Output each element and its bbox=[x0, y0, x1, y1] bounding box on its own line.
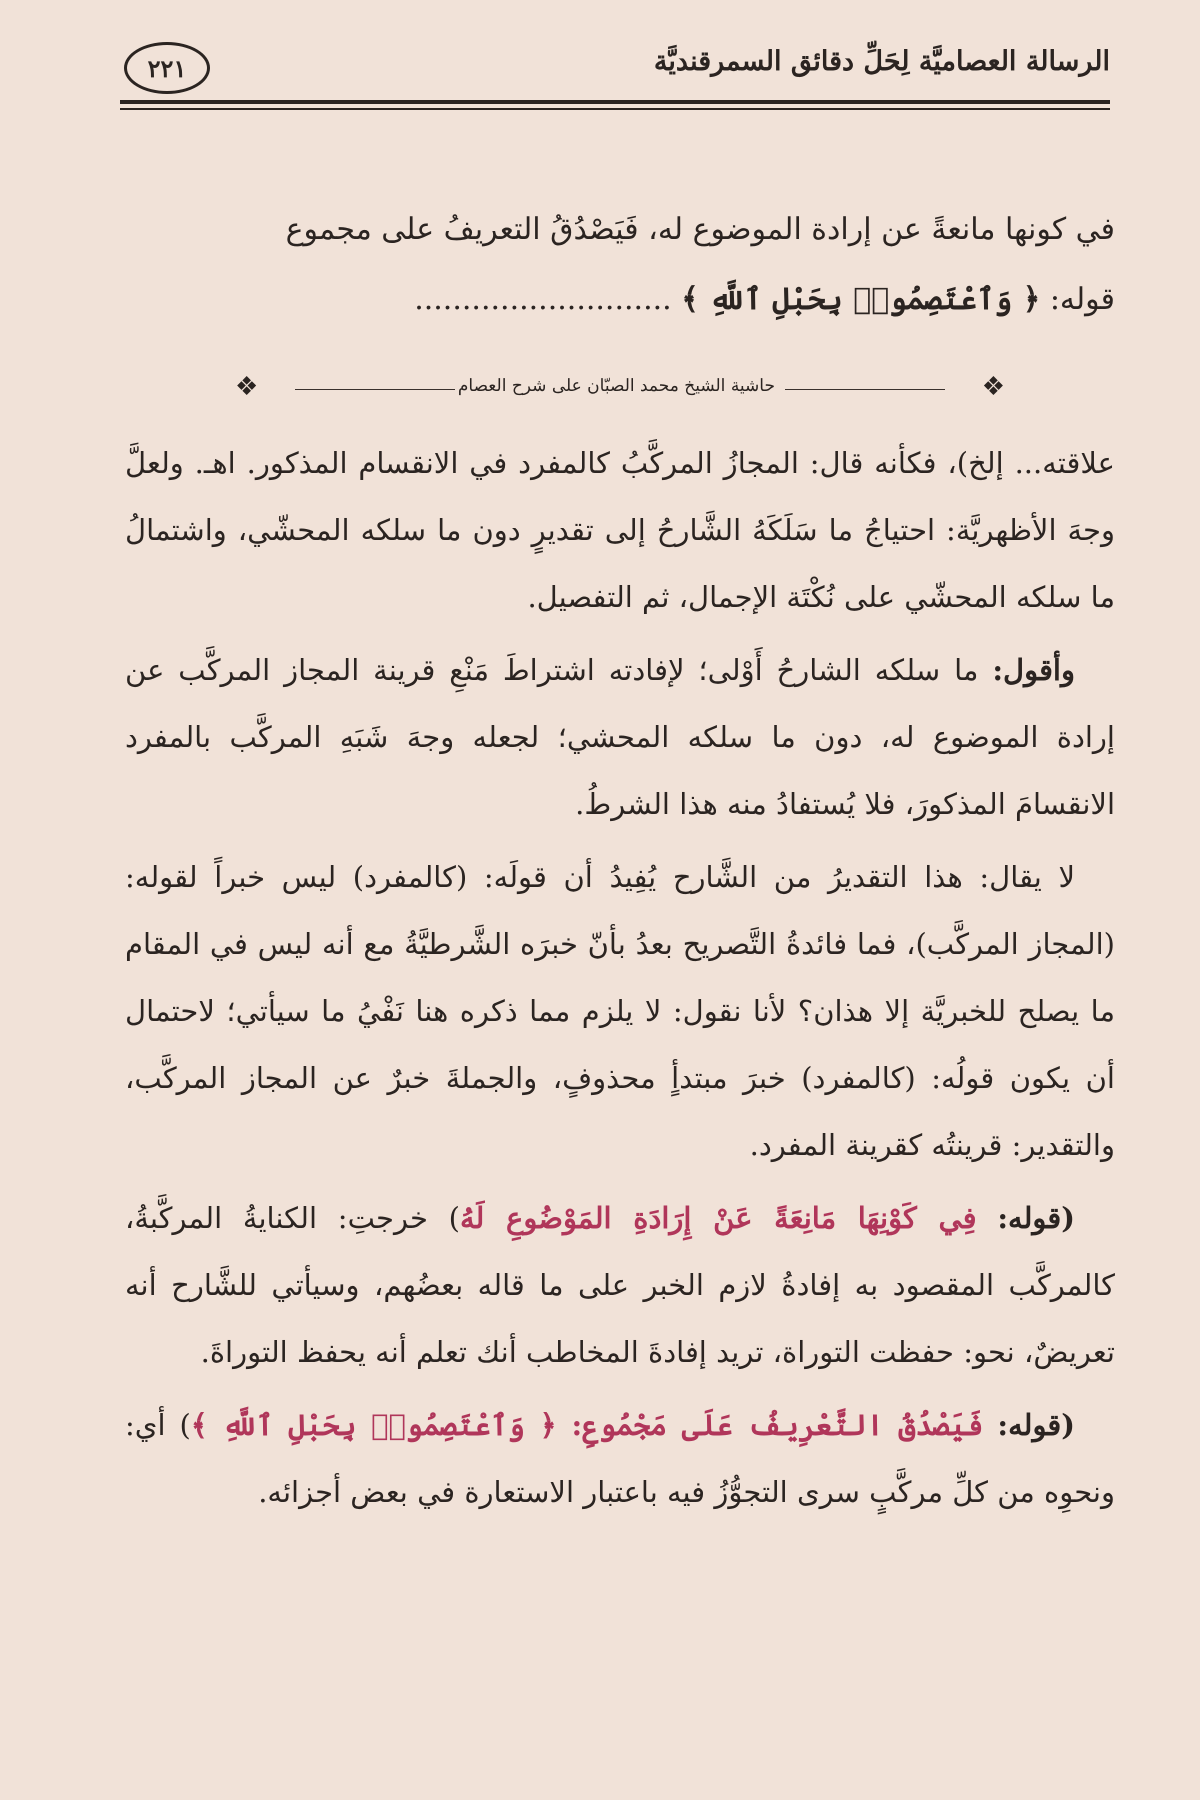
leader-dots: ........................... bbox=[414, 282, 672, 317]
divider-label: حاشية الشيخ محمد الصبّان على شرح العصام bbox=[457, 376, 775, 396]
ornament-icon: ❖ bbox=[981, 372, 1005, 402]
commentary-paragraph-2 bbox=[125, 637, 1115, 838]
header-rule-thin bbox=[120, 108, 1110, 110]
page-number-badge: ٢٢١ bbox=[124, 42, 210, 94]
commentary-paragraph-5 bbox=[125, 1392, 1115, 1526]
main-line-2-prefix: قوله: bbox=[1049, 282, 1115, 317]
paragraph-text: ما سلكه الشارحُ أَوْلى؛ لإفادته اشتراطَ مَنْعِ قرينة المجاز المركَّب عن إرادة الموضوع له، دون ما سلكه المحشي؛ لجعله وجهَ شَبَهِ المركَّب بالمفرد الانقسامَ المذكورَ، فلا يُستفادُ منه هذا الشرطُ. bbox=[125, 653, 1115, 821]
divider-line bbox=[295, 389, 455, 390]
quoted-phrase: فِي كَوْنِهَا مَانِعَةً عَنْ إِرَادَةِ المَوْضُوعِ لَهُ bbox=[460, 1201, 977, 1235]
commentary-paragraph-1: علاقته... إلخ)، فكأنه قال: المجازُ المركَّبُ كالمفرد في الانقسام المذكور. اهـ. ولعلَّ وجهَ الأظهريَّة: احتياجُ ما سَلَكَهُ الشَّارحُ إلى تقديرٍ دون ما سلكه المحشّي، واشتمالُ ما سلكه المحشّي على نُكْتَة الإجمال، ثم التفصيل. bbox=[125, 446, 1115, 614]
paragraph-text: ) أي: ونحوِه من كلِّ مركَّبٍ سرى التجوُّزُ فيه باعتبار الاستعارة في بعض أجزائه. bbox=[125, 1408, 1115, 1509]
paragraph-lead-word: وأقول: bbox=[992, 653, 1075, 687]
quran-verse: ﴿ وَٱعْتَصِمُوا۟ بِحَبْلِ ٱللَّهِ ﴾ bbox=[681, 282, 1041, 317]
main-line-1: في كونها مانعةً عن إرادة الموضوع له، فَيَصْدُقُ التعريفُ على مجموع bbox=[285, 212, 1115, 247]
paragraph-text: ) خرجتِ: الكنايةُ المركَّبةُ، كالمركَّب المقصود به إفادةُ لازم الخبر على ما قاله بعضُهم، وسيأتي للشَّارح أنه تعريضٌ، نحو: حفظت التوراة، تريد إفادةَ المخاطب أنك تعلم أنه يحفظ التوراةَ. bbox=[125, 1201, 1115, 1369]
ornament-icon: ❖ bbox=[235, 372, 259, 402]
quote-open: (قوله: bbox=[997, 1201, 1075, 1235]
main-text bbox=[125, 195, 1115, 335]
running-title: الرسالة العصاميَّة لِحَلِّ دقائق السمرقنديَّة bbox=[653, 46, 1110, 77]
commentary bbox=[125, 430, 1115, 1532]
divider-line bbox=[785, 389, 945, 390]
quote-open: (قوله: bbox=[997, 1408, 1076, 1442]
page-header bbox=[120, 40, 1110, 120]
quoted-phrase: فَيَصْدُقُ التَّعْرِيفُ عَلَى مَجْمُوعِ: ﴿ وَٱعْتَصِمُوا۟ بِحَبْلِ ٱللَّهِ ﴾ bbox=[190, 1408, 984, 1442]
main-line-2 bbox=[125, 265, 1115, 335]
commentary-paragraph-4 bbox=[125, 1185, 1115, 1386]
header-rule-thick bbox=[120, 100, 1110, 104]
commentary-paragraph-3: لا يقال: هذا التقديرُ من الشَّارح يُفِيدُ أن قولَه: (كالمفرد) ليس خبراً لقوله: (المجاز المركَّب)، فما فائدةُ التَّصريح بعدُ بأنّ خبرَه الشَّرطيَّةُ مع أنه ليس في المقام ما يصلح للخبريَّة إلا هذان؟ لأنا نقول: لا يلزم مما ذكره هنا نَفْيُ ما سيأتي؛ لاحتمال أن يكون قولُه: (كالمفرد) خبرَ مبتدأٍ محذوفٍ، والجملةَ خبرٌ عن المجاز المركَّب، والتقدير: قرينتُه كقرينة المفرد. bbox=[125, 860, 1115, 1162]
section-divider bbox=[235, 370, 1005, 410]
